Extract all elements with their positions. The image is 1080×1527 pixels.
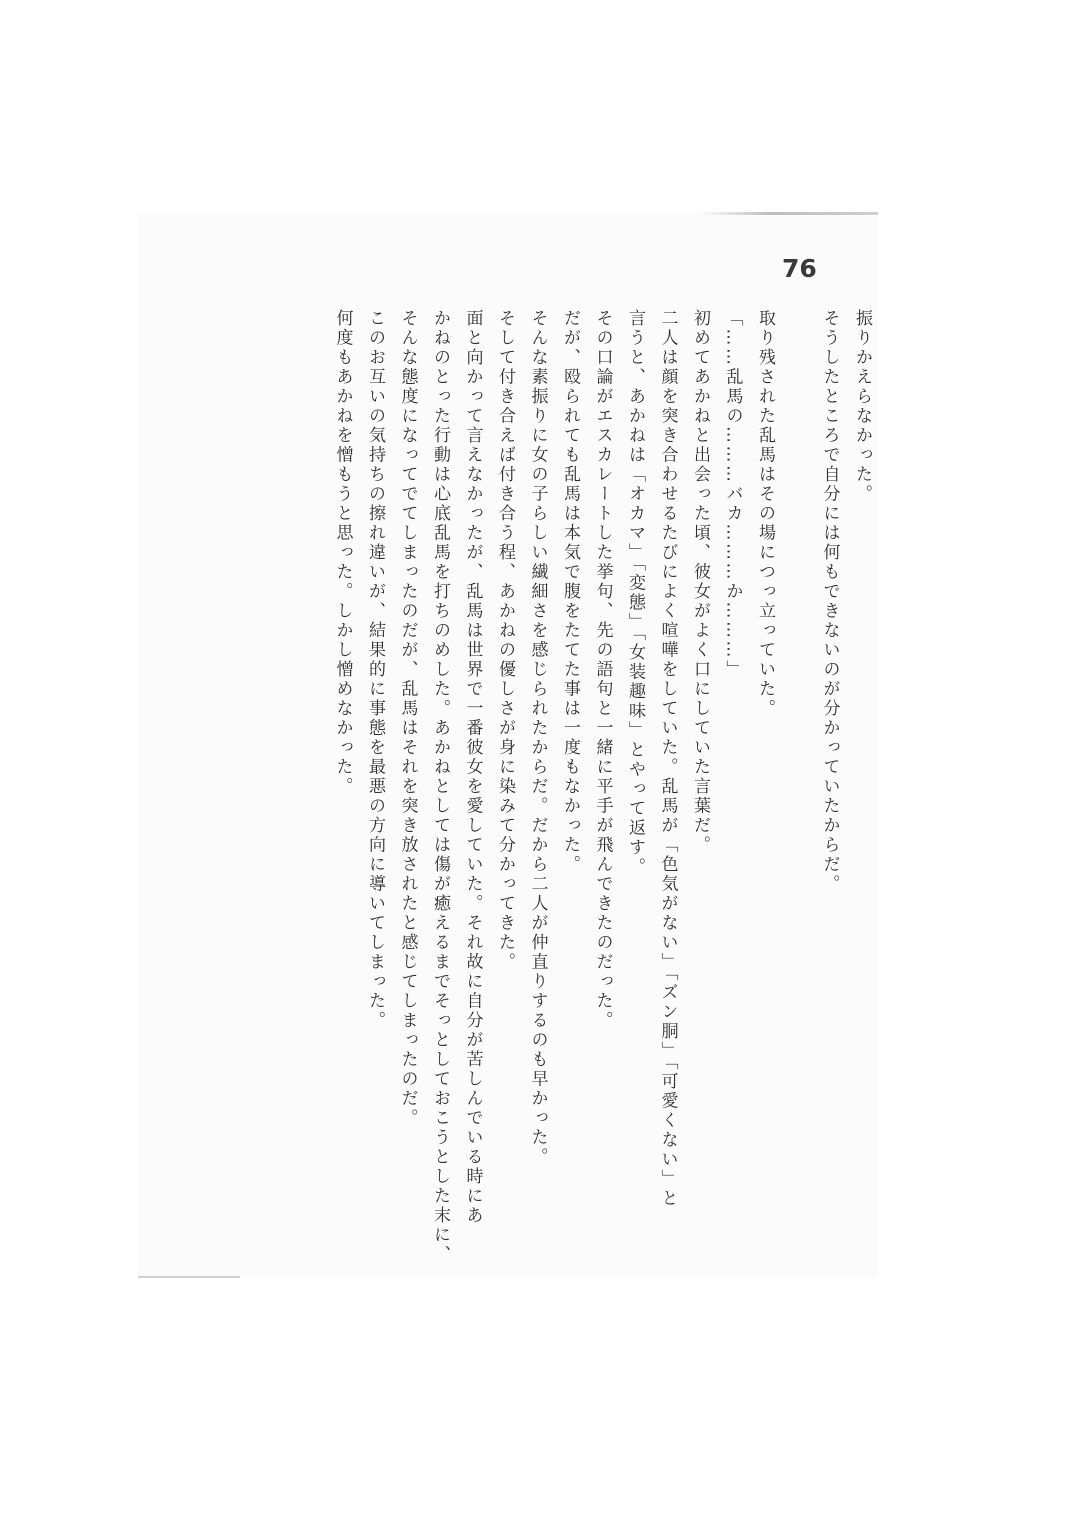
page-number: 76 <box>782 254 817 283</box>
text-line: そして付き合えば付き合う程、あかねの優しさが身に染みて分かってきた。 <box>495 309 515 972</box>
text-line: かねのとった行動は心底乱馬を打ちのめした。あかねとしては傷が癒えるまでそっとしておこうとした末に、 <box>430 309 450 1265</box>
text-line: このお互いの気持ちの擦れ違いが、結果的に事態を最悪の方向に導いてしまった。 <box>365 309 385 1031</box>
text-line: 何度もあかねを憎もうと思った。しかし憎めなかった。 <box>332 309 353 797</box>
text-line: 振りかえらなかった。 <box>852 309 872 504</box>
text-line: 二人は顔を突き合わせるたびによく喧嘩をしていた。乱馬が「色気がない」「ズン胴」「可愛くない」と <box>657 309 678 1209</box>
text-line: 取り残された乱馬はその場につっ立っていた。 <box>755 309 775 719</box>
paragraph-gap <box>781 309 813 1189</box>
bottom-edge-line <box>138 1276 240 1278</box>
text-line: そんな素振りに女の子らしい繊細さを感じられたからだ。だから二人が仲直りするのも早かった。 <box>527 309 548 1167</box>
text-line: そうしたところで自分には何もできないのが分かっていたからだ。 <box>819 309 840 894</box>
text-line: 「……乱馬の………バカ………か………」 <box>722 309 743 680</box>
top-edge-line <box>700 212 878 215</box>
text-line: だが、殴られても乱馬は本気で腹をたてた事は一度もなかった。 <box>560 309 580 875</box>
text-line: 初めてあかねと出会った頃、彼女がよく口にしていた言葉だ。 <box>690 309 710 855</box>
text-line: 面と向かって言えなかったが、乱馬は世界で一番彼女を愛していた。それ故に自分が苦しんでいる時にあ <box>462 309 483 1226</box>
text-line: その口論がエスカレートした挙句、先の語句と一緒に平手が飛んできたのだった。 <box>592 309 613 1031</box>
text-line: 言うと、あかねは「オカマ」「変態」「女装趣味」とやって返す。 <box>625 309 645 877</box>
text-line: そんな態度になってでてしまったのだが、乱馬はそれを突き放されたと感じてしまったのだ。 <box>397 309 418 1128</box>
vertical-body-text <box>326 309 878 1265</box>
